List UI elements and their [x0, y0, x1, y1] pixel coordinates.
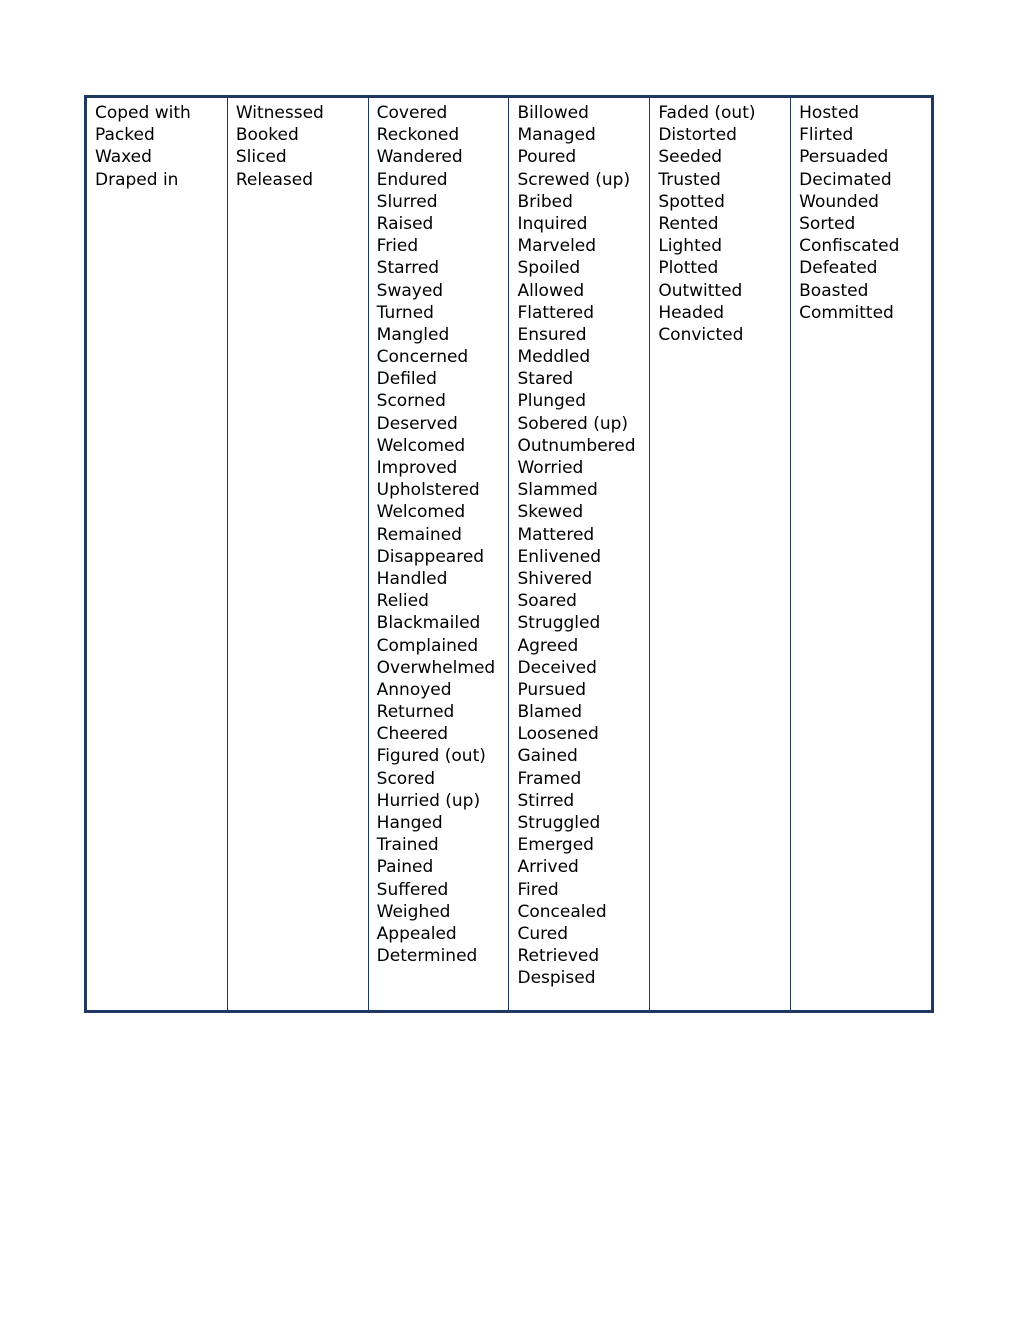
word-item: Deceived — [517, 657, 597, 678]
word-item: Outwitted — [658, 280, 743, 301]
word-item: Sorted — [799, 213, 856, 234]
word-item: Despised — [517, 968, 596, 989]
word-item: Fired — [517, 879, 559, 900]
word-item: Emerged — [517, 835, 594, 856]
word-item: Trusted — [658, 169, 721, 190]
word-item: Hurried (up) — [376, 790, 481, 811]
word-column — [368, 98, 509, 1010]
word-item: Endured — [376, 169, 448, 190]
word-item: Retrieved — [517, 946, 600, 967]
word-item: Scored — [376, 768, 436, 789]
word-item: Reckoned — [376, 125, 460, 146]
word-item: Decimated — [799, 169, 892, 190]
word-item: Spoiled — [517, 258, 581, 279]
word-item: Stared — [517, 369, 574, 390]
word-column — [790, 98, 931, 1010]
word-item: Suffered — [376, 879, 449, 900]
word-item: Concealed — [517, 901, 607, 922]
word-item: Slammed — [517, 480, 598, 501]
word-item: Headed — [658, 302, 725, 323]
word-item: Waxed — [95, 147, 152, 168]
word-item: Defiled — [376, 369, 437, 390]
word-item: Pained — [376, 857, 434, 878]
word-item: Arrived — [517, 857, 579, 878]
word-item: Welcomed — [376, 435, 466, 456]
word-item: Boasted — [799, 280, 869, 301]
word-item: Swayed — [376, 280, 444, 301]
word-item: Skewed — [517, 502, 584, 523]
word-item: Appealed — [376, 923, 457, 944]
word-item: Hosted — [799, 103, 860, 123]
word-item: Welcomed — [376, 502, 466, 523]
word-item: Covered — [376, 103, 448, 123]
word-item: Determined — [376, 946, 478, 967]
word-item: Pursued — [517, 679, 587, 700]
word-item: Persuaded — [799, 147, 889, 168]
word-item: Allowed — [517, 280, 585, 301]
word-item: Returned — [376, 702, 455, 723]
word-item: Raised — [376, 213, 434, 234]
word-column — [227, 98, 368, 1010]
word-item: Disappeared — [376, 546, 485, 567]
word-item: Defeated — [799, 258, 878, 279]
word-item: Shivered — [517, 568, 593, 589]
word-item: Draped in — [95, 169, 179, 190]
word-item: Distorted — [658, 125, 737, 146]
word-item: Coped with — [95, 103, 191, 123]
word-item: Witnessed — [235, 103, 324, 123]
word-item: Faded (out) — [658, 103, 756, 123]
word-item: Plunged — [517, 391, 587, 412]
word-item: Worried — [517, 458, 584, 478]
word-item: Enlivened — [517, 546, 601, 567]
word-item: Trained — [376, 835, 439, 856]
word-item: Slurred — [376, 191, 438, 212]
word-item: Annoyed — [376, 679, 452, 700]
word-item: Stirred — [517, 790, 575, 811]
word-item: Blackmailed — [376, 613, 481, 634]
word-item: Managed — [517, 125, 596, 146]
word-item: Marveled — [517, 236, 597, 257]
word-item: Handled — [376, 568, 448, 589]
word-item: Billowed — [517, 103, 589, 123]
word-item: Flirted — [799, 125, 854, 146]
word-item: Poured — [517, 147, 577, 168]
word-item: Deserved — [376, 413, 458, 434]
word-item: Struggled — [517, 613, 601, 634]
word-column — [87, 98, 227, 1010]
word-item: Inquired — [517, 213, 588, 234]
word-item: Hanged — [376, 813, 443, 833]
word-item: Sliced — [235, 147, 287, 168]
word-item: Starred — [376, 258, 440, 279]
word-item: Wounded — [799, 191, 879, 212]
word-item: Seeded — [658, 147, 723, 168]
word-item: Rented — [658, 213, 719, 234]
word-item: Remained — [376, 524, 462, 545]
word-item: Lighted — [658, 236, 722, 257]
word-item: Convicted — [658, 324, 744, 345]
word-item: Loosened — [517, 724, 599, 745]
word-item: Mangled — [376, 324, 450, 345]
word-item: Ensured — [517, 324, 587, 345]
word-item: Agreed — [517, 635, 579, 656]
word-item: Cured — [517, 923, 568, 944]
word-item: Released — [235, 169, 314, 190]
word-item: Confiscated — [799, 236, 900, 257]
word-item: Weighed — [376, 901, 451, 922]
word-item: Complained — [376, 635, 479, 656]
word-item: Turned — [376, 302, 434, 323]
word-item: Improved — [376, 458, 458, 478]
word-item: Overwhelmed — [376, 657, 496, 678]
word-item: Meddled — [517, 347, 591, 368]
word-item: Fried — [376, 236, 419, 257]
word-item: Wandered — [376, 147, 463, 168]
word-item: Struggled — [517, 813, 601, 833]
word-item: Concerned — [376, 347, 469, 368]
word-item: Framed — [517, 768, 582, 789]
word-item: Flattered — [517, 302, 595, 323]
word-item: Committed — [799, 302, 894, 323]
word-item: Spotted — [658, 191, 725, 212]
word-item: Soared — [517, 591, 577, 612]
word-item: Figured (out) — [376, 746, 486, 767]
word-item: Gained — [517, 746, 578, 767]
word-column — [508, 98, 649, 1010]
word-item: Outnumbered — [517, 435, 636, 456]
word-item: Cheered — [376, 724, 449, 745]
word-item: Packed — [95, 125, 155, 146]
word-item: Scorned — [376, 391, 446, 412]
word-item: Sobered (up) — [517, 413, 629, 434]
word-item: Upholstered — [376, 480, 480, 501]
word-item: Plotted — [658, 258, 719, 279]
word-item: Booked — [235, 125, 299, 146]
word-item: Mattered — [517, 524, 595, 545]
word-item: Bribed — [517, 191, 573, 212]
word-column — [649, 98, 790, 1010]
word-table — [84, 95, 934, 1013]
word-item: Blamed — [517, 702, 583, 723]
word-item: Screwed (up) — [517, 169, 631, 190]
word-item: Relied — [376, 591, 429, 612]
